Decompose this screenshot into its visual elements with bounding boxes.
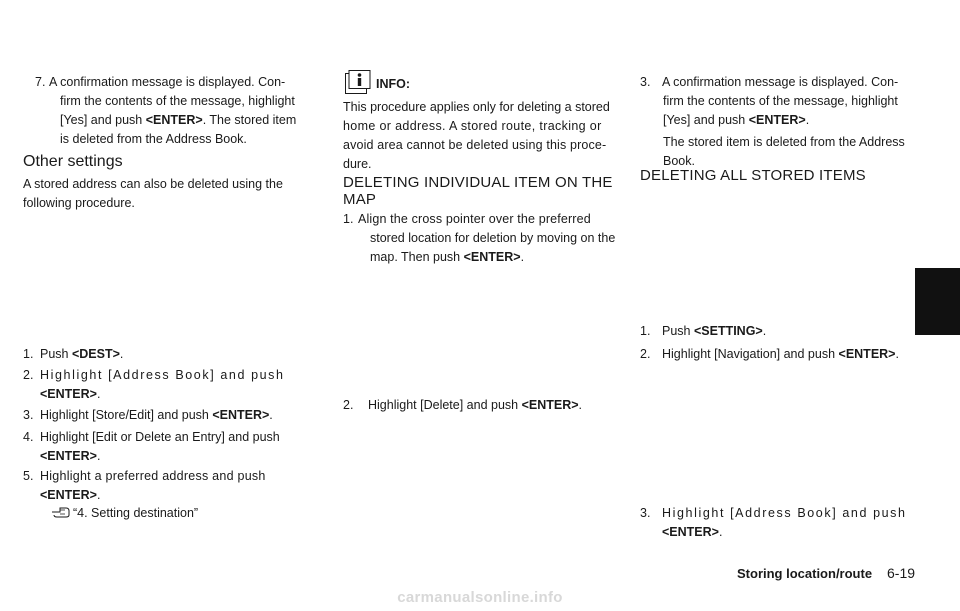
- step-text: .: [269, 408, 273, 422]
- step-text-line: Highlight [Edit or Delete an Entry] and push: [40, 430, 280, 444]
- step-text-line: [662, 523, 722, 542]
- step-text-line: is deleted from the Address Book.: [60, 132, 247, 146]
- info-line: home or address. A stored route, tracking or: [343, 119, 602, 133]
- step-text: .: [96, 387, 101, 401]
- reference-link[interactable]: “4. Setting destination”: [73, 506, 199, 520]
- section-heading-deleting-individual-item: [343, 174, 613, 208]
- step-number: 7.: [35, 75, 46, 89]
- step-text-line: Align the cross pointer over the preferred: [358, 212, 591, 226]
- step-text: .: [119, 347, 124, 361]
- dest-key-label: <DEST>: [71, 347, 120, 361]
- step-text-line: [40, 385, 100, 404]
- enter-key-label: <ENTER>: [40, 488, 97, 502]
- step-text-line: Highlight a preferred address and push: [40, 469, 266, 483]
- step-number: 2.: [640, 347, 651, 361]
- step-text: .: [718, 525, 723, 539]
- step-text-line: A confirmation message is displayed. Con-: [662, 75, 899, 89]
- step-number: 4.: [23, 430, 34, 444]
- step-7: [35, 73, 320, 153]
- enter-key-label: <ENTER>: [838, 347, 896, 361]
- step-text: .: [762, 324, 767, 338]
- enter-key-label: <ENTER>: [463, 250, 521, 264]
- step-text: Highlight [Store/Edit] and push: [40, 408, 213, 422]
- step-text-line: [60, 111, 296, 130]
- step-text: map. Then push: [370, 250, 464, 264]
- step-text-line: [662, 345, 899, 364]
- step-text: .: [96, 449, 101, 463]
- step-number: 1.: [23, 347, 34, 361]
- step-number: 3.: [23, 408, 34, 422]
- chapter-tab: [915, 268, 960, 335]
- step-text: . The stored item: [202, 113, 297, 127]
- step-text: .: [578, 398, 583, 412]
- enter-key-label: <ENTER>: [521, 398, 579, 412]
- footer-title: Storing location/route: [737, 566, 873, 581]
- step-3: [640, 73, 920, 173]
- step-text: Highlight [Navigation] and push: [662, 347, 839, 361]
- step-text-line: [40, 406, 273, 425]
- enter-key-label: <ENTER>: [40, 387, 97, 401]
- step-text-line: firm the contents of the message, highlight: [60, 94, 295, 108]
- step-1: [343, 210, 628, 270]
- step-text: [Yes] and push: [663, 113, 749, 127]
- step-1: [640, 322, 920, 342]
- step-3: [23, 406, 323, 426]
- info-line: This procedure applies only for deleting a stored: [343, 100, 610, 114]
- step-text-line: A confirmation message is displayed. Con-: [49, 75, 286, 89]
- enter-key-label: <ENTER>: [212, 408, 270, 422]
- step-text: [Yes] and push: [60, 113, 146, 127]
- enter-key-label: <ENTER>: [748, 113, 806, 127]
- step-2: [23, 366, 323, 406]
- step-text-line: stored location for deletion by moving on the: [370, 231, 616, 245]
- step-3: [640, 504, 920, 544]
- step-text-line: firm the contents of the message, highlight: [663, 94, 898, 108]
- step-text-line: [368, 396, 582, 415]
- step-text: Highlight [Delete] and push: [368, 398, 522, 412]
- heading-line: MAP: [343, 191, 377, 208]
- step-text-line: Highlight [Address Book] and push: [40, 368, 285, 382]
- step-number: 3.: [640, 506, 651, 520]
- step-number: 3.: [640, 75, 651, 89]
- step-2: [640, 345, 940, 365]
- step-text: .: [520, 250, 525, 264]
- step-text-line: [40, 447, 100, 466]
- enter-key-label: <ENTER>: [40, 449, 97, 463]
- step-text-line: [40, 345, 123, 364]
- info-line: avoid area cannot be deleted using this proce-: [343, 138, 607, 152]
- heading-line: DELETING INDIVIDUAL ITEM ON THE: [343, 174, 613, 191]
- step-text-line: [370, 248, 524, 267]
- setting-key-label: <SETTING>: [693, 324, 763, 338]
- step-text-line: Highlight [Address Book] and push: [662, 506, 907, 520]
- step-text: Push: [40, 347, 72, 361]
- intro-line: A stored address can also be deleted using the: [23, 177, 283, 191]
- step-text-line: [663, 111, 809, 130]
- step-text: .: [96, 488, 101, 502]
- watermark: carmanualsonline.info: [397, 589, 563, 606]
- step-number: 1.: [640, 324, 651, 338]
- step-text-line: The stored item is deleted from the Address: [663, 135, 905, 149]
- reference-pointer-icon: [51, 504, 71, 520]
- step-text-line: Book.: [663, 154, 695, 168]
- intro-line: following procedure.: [23, 196, 135, 210]
- enter-key-label: <ENTER>: [662, 525, 719, 539]
- info-label: INFO:: [376, 77, 411, 91]
- step-number: 1.: [343, 212, 354, 226]
- step-text: .: [805, 113, 810, 127]
- step-number: 2.: [23, 368, 34, 382]
- step-number: 5.: [23, 469, 34, 483]
- step-5: [23, 467, 323, 507]
- info-line: dure.: [343, 157, 372, 171]
- step-text-line: [40, 486, 100, 505]
- section-heading-deleting-all-stored-items: DELETING ALL STORED ITEMS: [640, 167, 866, 184]
- step-4: [23, 428, 323, 468]
- step-text: .: [895, 347, 899, 361]
- step-2: [343, 396, 628, 416]
- info-icon: [345, 70, 371, 94]
- section-heading-other-settings: Other settings: [23, 153, 123, 170]
- step-number: 2.: [343, 398, 354, 412]
- enter-key-label: <ENTER>: [145, 113, 203, 127]
- page-number: 6-19: [887, 565, 916, 581]
- step-text: Push: [662, 324, 694, 338]
- step-text-line: [662, 322, 766, 341]
- step-1: [23, 345, 323, 365]
